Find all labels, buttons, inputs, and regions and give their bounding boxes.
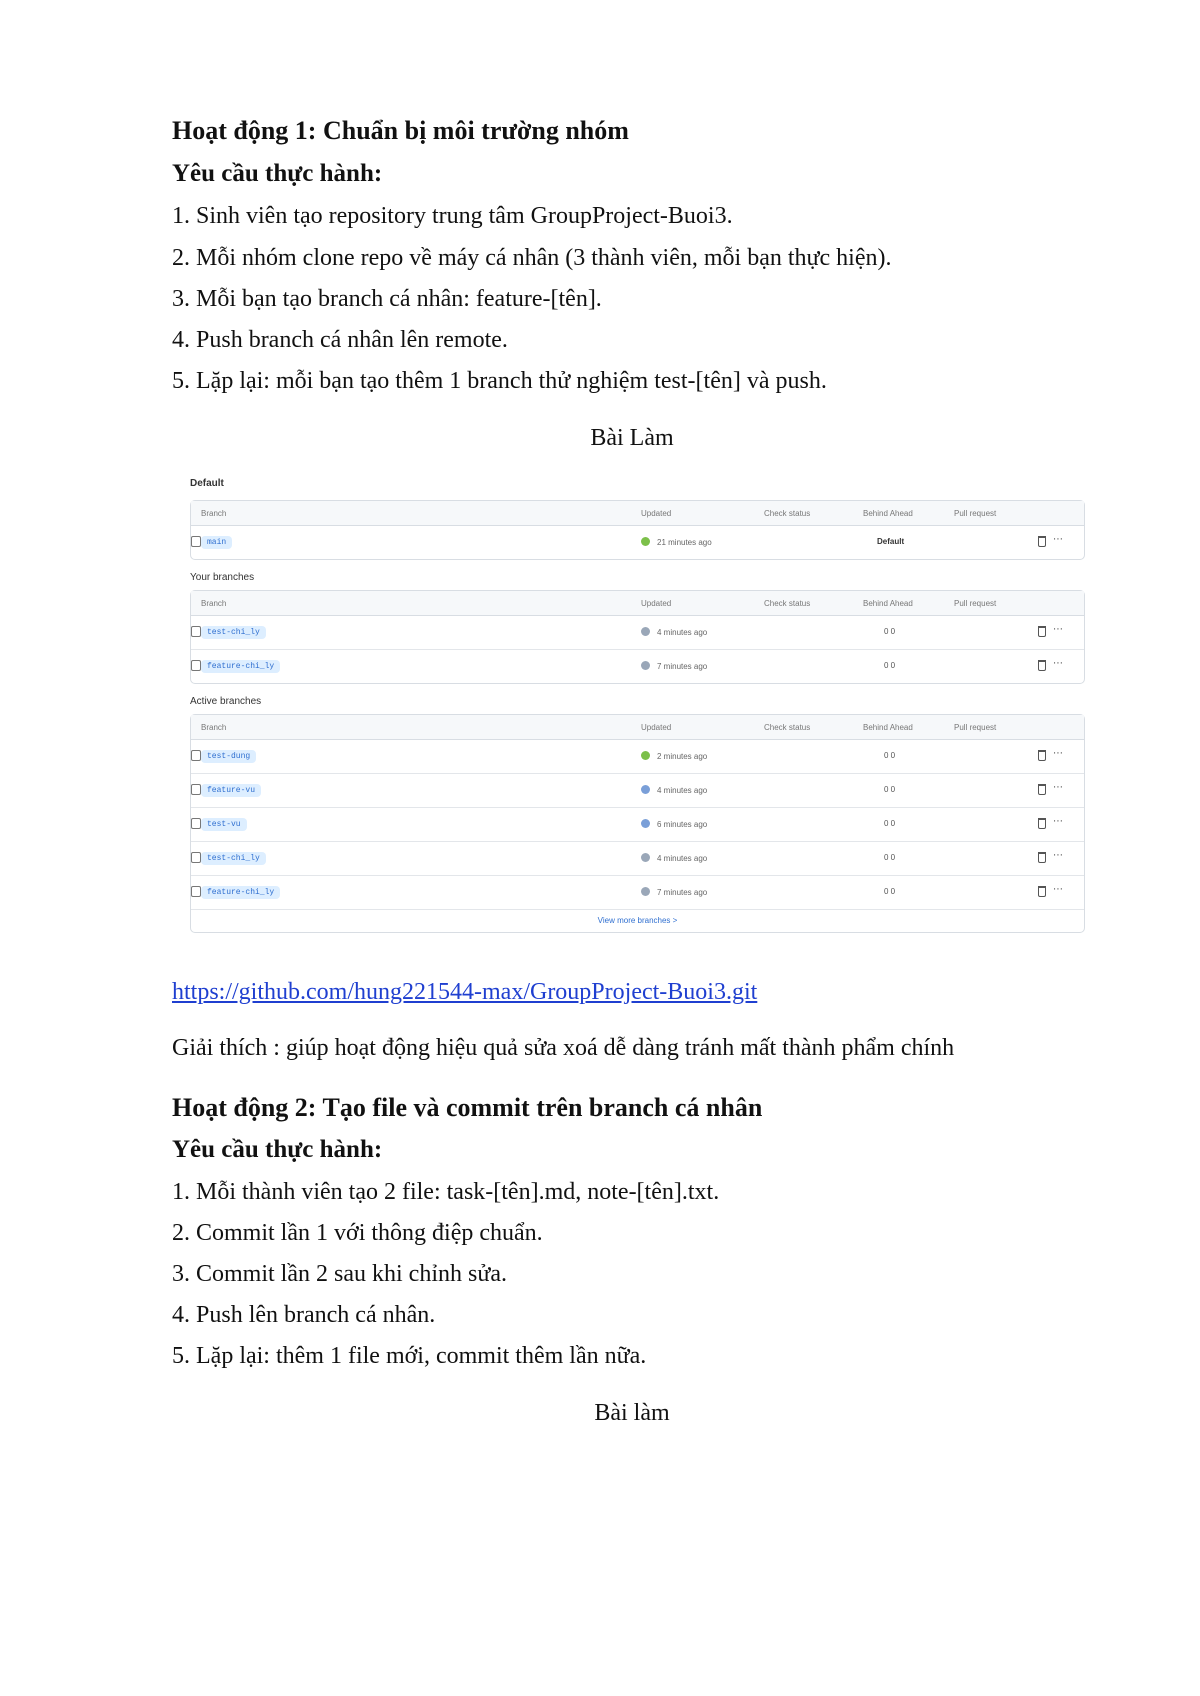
header-ba: Behind Ahead [863, 723, 913, 732]
activity1-title: Hoạt động 1: Chuẩn bị môi trường nhóm [172, 116, 629, 145]
default-branches-table [190, 500, 1085, 560]
branch-name[interactable]: test-vu [201, 818, 247, 831]
copy-icon[interactable] [191, 536, 201, 547]
table-row [191, 808, 1084, 842]
your-branches-title: Your branches [190, 572, 255, 583]
active-branches-title: Active branches [190, 696, 262, 707]
copy-icon[interactable] [191, 818, 201, 829]
more-options-icon[interactable]: ⋯ [1053, 782, 1064, 793]
activity1-item-4: 4. Push branch cá nhân lên remote. [172, 327, 508, 353]
more-options-icon[interactable]: ⋯ [1053, 624, 1064, 635]
updated-time: 21 minutes ago [657, 538, 712, 547]
avatar-icon [641, 853, 650, 862]
behind-ahead: Default [877, 537, 905, 546]
branch-name[interactable]: main [201, 536, 232, 549]
trash-icon[interactable] [1038, 886, 1046, 897]
activity2-item-4: 4. Push lên branch cá nhân. [172, 1302, 436, 1328]
trash-icon[interactable] [1038, 536, 1046, 547]
table-row [191, 526, 1084, 559]
updated-time: 4 minutes ago [657, 786, 708, 795]
header-check: Check status [764, 509, 811, 518]
more-options-icon[interactable]: ⋯ [1053, 816, 1064, 827]
view-more-branches-link[interactable]: View more branches > [597, 916, 678, 925]
activity1-item-1: 1. Sinh viên tạo repository trung tâm GroupProject-Buoi3. [172, 203, 733, 229]
table-row [191, 774, 1084, 808]
updated-time: 7 minutes ago [657, 888, 708, 897]
more-options-icon[interactable]: ⋯ [1053, 850, 1064, 861]
active-branches-table [190, 714, 1085, 933]
updated-time: 2 minutes ago [657, 752, 708, 761]
activity1-item-3: 3. Mỗi bạn tạo branch cá nhân: feature-[tên]. [172, 286, 602, 312]
header-branch: Branch [201, 509, 227, 518]
header-branch: Branch [201, 723, 227, 732]
activity2-item-3: 3. Commit lần 2 sau khi chỉnh sửa. [172, 1261, 507, 1287]
more-options-icon[interactable]: ⋯ [1053, 884, 1064, 895]
trash-icon[interactable] [1038, 626, 1046, 637]
activity2-answer-label: Bài làm [594, 1400, 670, 1426]
avatar-icon [641, 887, 650, 896]
copy-icon[interactable] [191, 852, 201, 863]
copy-icon[interactable] [191, 660, 201, 671]
branch-name[interactable]: test-dung [201, 750, 256, 763]
table-header [191, 715, 1084, 740]
updated-time: 6 minutes ago [657, 820, 708, 829]
trash-icon[interactable] [1038, 852, 1046, 863]
copy-icon[interactable] [191, 886, 201, 897]
avatar-icon [641, 627, 650, 636]
avatar-icon [641, 537, 650, 546]
activity2-requirements-label: Yêu cầu thực hành: [172, 1136, 383, 1163]
copy-icon[interactable] [191, 784, 201, 795]
activity2-item-1: 1. Mỗi thành viên tạo 2 file: task-[tên].md, note-[tên].txt. [172, 1179, 720, 1205]
table-header [191, 591, 1084, 616]
table-row [191, 616, 1084, 650]
header-updated: Updated [641, 599, 672, 608]
activity2-item-5: 5. Lặp lại: thêm 1 file mới, commit thêm lần nữa. [172, 1343, 647, 1369]
more-options-icon[interactable]: ⋯ [1053, 658, 1064, 669]
table-row [191, 842, 1084, 876]
avatar-icon [641, 819, 650, 828]
header-check: Check status [764, 723, 811, 732]
activity2-title: Hoạt động 2: Tạo file và commit trên branch cá nhân [172, 1093, 763, 1122]
activity1-item-2: 2. Mỗi nhóm clone repo về máy cá nhân (3 thành viên, mỗi bạn thực hiện). [172, 245, 892, 271]
header-pr: Pull request [954, 599, 997, 608]
more-options-icon[interactable]: ⋯ [1053, 748, 1064, 759]
copy-icon[interactable] [191, 626, 201, 637]
updated-time: 7 minutes ago [657, 662, 708, 671]
trash-icon[interactable] [1038, 750, 1046, 761]
header-updated: Updated [641, 509, 672, 518]
trash-icon[interactable] [1038, 784, 1046, 795]
branch-name[interactable]: feature-chi_ly [201, 660, 280, 673]
header-pr: Pull request [954, 509, 997, 518]
trash-icon[interactable] [1038, 818, 1046, 829]
behind-ahead: 0 0 [884, 751, 896, 760]
your-branches-table [190, 590, 1085, 684]
avatar-icon [641, 751, 650, 760]
copy-icon[interactable] [191, 750, 201, 761]
behind-ahead: 0 0 [884, 627, 896, 636]
activity1-answer-label: Bài Làm [590, 425, 674, 451]
updated-time: 4 minutes ago [657, 628, 708, 637]
updated-time: 4 minutes ago [657, 854, 708, 863]
behind-ahead: 0 0 [884, 887, 896, 896]
github-branches-screenshot [190, 478, 1085, 940]
table-header [191, 501, 1084, 526]
default-section-title: Default [190, 478, 224, 489]
behind-ahead: 0 0 [884, 819, 896, 828]
header-check: Check status [764, 599, 811, 608]
table-row [191, 740, 1084, 774]
branch-name[interactable]: feature-chi_ly [201, 886, 280, 899]
table-row [191, 876, 1084, 910]
branch-name[interactable]: test-chi_ly [201, 626, 266, 639]
branch-name[interactable]: test-chi_ly [201, 852, 266, 865]
repo-link[interactable]: https://github.com/hung221544-max/GroupProject-Buoi3.git [172, 979, 758, 1005]
more-options-icon[interactable]: ⋯ [1053, 534, 1064, 545]
activity1-item-5: 5. Lặp lại: mỗi bạn tạo thêm 1 branch thử nghiệm test-[tên] và push. [172, 368, 827, 394]
header-pr: Pull request [954, 723, 997, 732]
explanation-text: Giải thích : giúp hoạt động hiệu quả sửa xoá dễ dàng tránh mất thành phẩm chính [172, 1035, 955, 1061]
behind-ahead: 0 0 [884, 661, 896, 670]
branch-name[interactable]: feature-vu [201, 784, 261, 797]
activity2-item-2: 2. Commit lần 1 với thông điệp chuẩn. [172, 1220, 543, 1246]
header-ba: Behind Ahead [863, 599, 913, 608]
avatar-icon [641, 785, 650, 794]
activity1-requirements-label: Yêu cầu thực hành: [172, 160, 383, 187]
avatar-icon [641, 661, 650, 670]
behind-ahead: 0 0 [884, 785, 896, 794]
table-row [191, 650, 1084, 683]
header-branch: Branch [201, 599, 227, 608]
header-ba: Behind Ahead [863, 509, 913, 518]
trash-icon[interactable] [1038, 660, 1046, 671]
behind-ahead: 0 0 [884, 853, 896, 862]
header-updated: Updated [641, 723, 672, 732]
